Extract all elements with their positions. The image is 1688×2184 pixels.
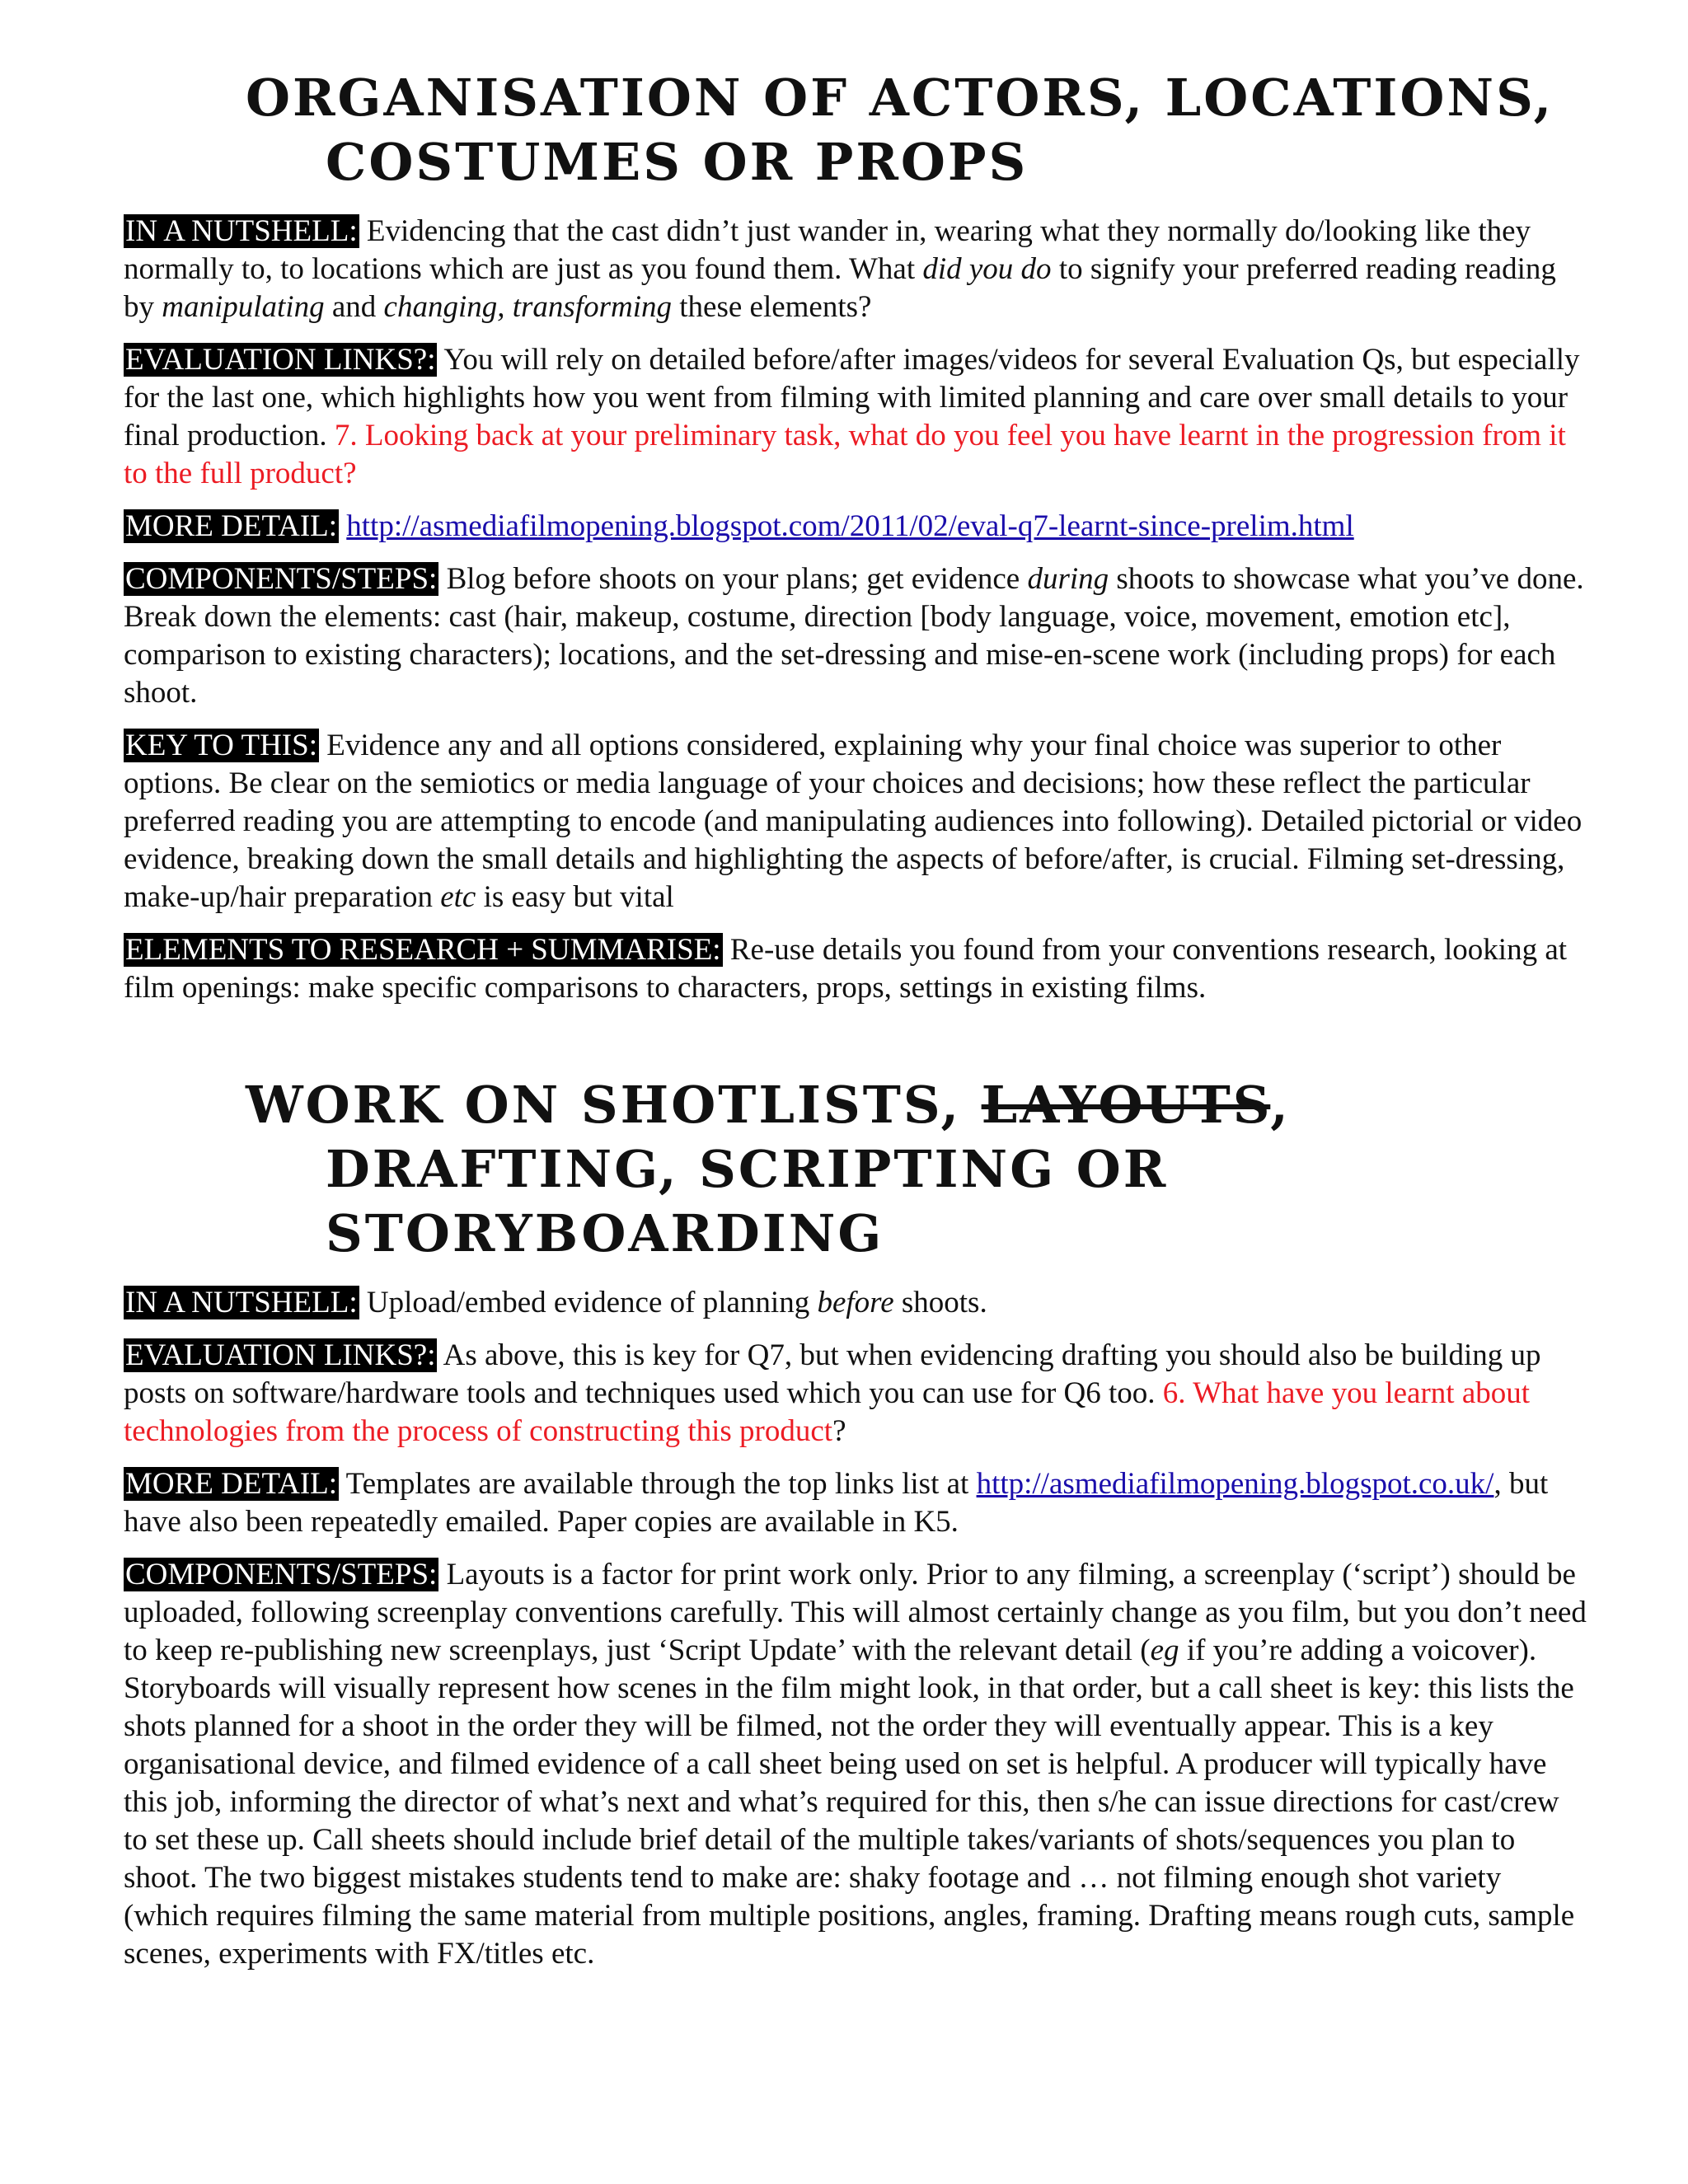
blog-home-link[interactable]: http://asmediafilmopening.blogspot.co.uk/ [976,1467,1494,1501]
struck-layouts: LAYOUTS [981,1075,1271,1135]
section2-more-detail: MORE DETAIL: Templates are available through the top links list at http://asmediafilmopening.blogspot.co.uk/, but have also been repeatedly emailed. Paper copies are available in K5. [124,1467,1549,1539]
section2-components: COMPONENTS/STEPS: Layouts is a factor for print work only. Prior to any filming, a screenplay (‘script’) should be uploaded, following screenplay conventions carefully. This will almost certainly change as you film, but you don’t need to keep re-publishing new screenplays, just ‘Script Update’ with the relevant detail (eg if you’re adding a voicover). Storyboards will visually represent how scenes in the film might look, in that order, but a call sheet is key: this lists the shots planned for a shoot in the order they will be filmed, not the order they will eventually appear. This is a key organisational device, and filmed evidence of a call sheet being used on set is helpful. A producer will typically have this job, informing the director of what’s next and what’s required for this, then s/he can issue directions for cast/crew to set these up. Call sheets should include brief detail of the multiple takes/variants of shots/sequences you plan to shoot. The two biggest mistakes students tend to make are: shaky footage and … not filming enough shot variety (which requires filming the same material from multiple positions, angles, framing. Drafting means rough cuts, sample scenes, experiments with FX/titles etc. [124,1558,1587,1971]
components-label: COMPONENTS/STEPS: [125,562,438,596]
section1-components: COMPONENTS/STEPS: Blog before shoots on your plans; get evidence during shoots to showcase what you’ve done. Break down the elements: cast (hair, makeup, costume, direction [body language, voice, movement, emotion etc], comparison to existing characters); locations, and the set-dressing and mise-en-scene work (including props) for each shoot. [124,562,1584,710]
section2-nutshell: IN A NUTSHELL: Upload/embed evidence of planning before shoots. [125,1286,987,1319]
evaluation-question-7: 7. Looking back at your preliminary task, what do you feel you have learnt in the progression from it to the full product? [124,419,1566,490]
evaluation-label: EVALUATION LINKS?: [125,343,436,377]
section1-elements: ELEMENTS TO RESEARCH + SUMMARISE: Re-use details you found from your conventions research, looking at film openings: make specific comparisons to characters, props, settings in existing films. [124,933,1568,1005]
nutshell-label: IN A NUTSHELL: [125,1286,358,1319]
section2-evaluation: EVALUATION LINKS?: As above, this is key for Q7, but when evidencing drafting you should also be building up posts on software/hardware tools and techniques used which you can use for Q6 too. 6. What have you learnt about technologies from the process of constructing this product? [124,1338,1541,1448]
section-spacer [124,1022,1589,1073]
section1-evaluation: EVALUATION LINKS?: You will rely on detailed before/after images/videos for several Evaluation Qs, but especially for the last one, which highlights how you went from filming with limited planning and care over small details to your final production. 7. Looking back at your preliminary task, what do you feel you have learnt in the progression from it to the full product? [124,343,1580,490]
prelim-eval-link[interactable]: http://asmediafilmopening.blogspot.com/2011/02/eval-q7-learnt-since-prelim.html [346,509,1354,543]
components-label: COMPONENTS/STEPS: [125,1558,438,1591]
evaluation-label: EVALUATION LINKS?: [125,1338,436,1372]
section1-more-detail [124,508,1589,546]
key-label: KEY TO THIS: [125,729,317,762]
evaluation-question-6: 6. What have you learnt about technologies from the process of constructing this product [124,1376,1531,1448]
more-detail-label: MORE DETAIL: [125,509,338,543]
section2-title: WORK ON SHOTLISTS, LAYOUTS, DRAFTING, SCRIPTING OR STORYBOARDING [246,1075,1291,1263]
section1-key: KEY TO THIS: Evidence any and all options considered, explaining why your final choice was superior to other options. Be clear on the semiotics or media language of your choices and decisions; how these reflect the particular preferred reading you are attempting to encode (and manipulating audiences into following). Detailed pictorial or video evidence, breaking down the small details and highlighting the aspects of before/after, is crucial. Filming set-dressing, make-up/hair preparation etc is easy but vital [124,729,1582,914]
nutshell-label: IN A NUTSHELL: [125,214,358,248]
elements-label: ELEMENTS TO RESEARCH + SUMMARISE: [125,933,721,967]
more-detail-label: MORE DETAIL: [125,1467,338,1501]
section1-title: ORGANISATION OF ACTORS, LOCATIONS, COSTUMES OR PROPS [246,68,1554,192]
section1-nutshell: IN A NUTSHELL: Evidencing that the cast didn’t just wander in, wearing what they normally do/looking like they normally to, to locations which are just as you found them. What did you do to signify your preferred reading reading by manipulating and changing, transforming these elements? [124,214,1556,324]
